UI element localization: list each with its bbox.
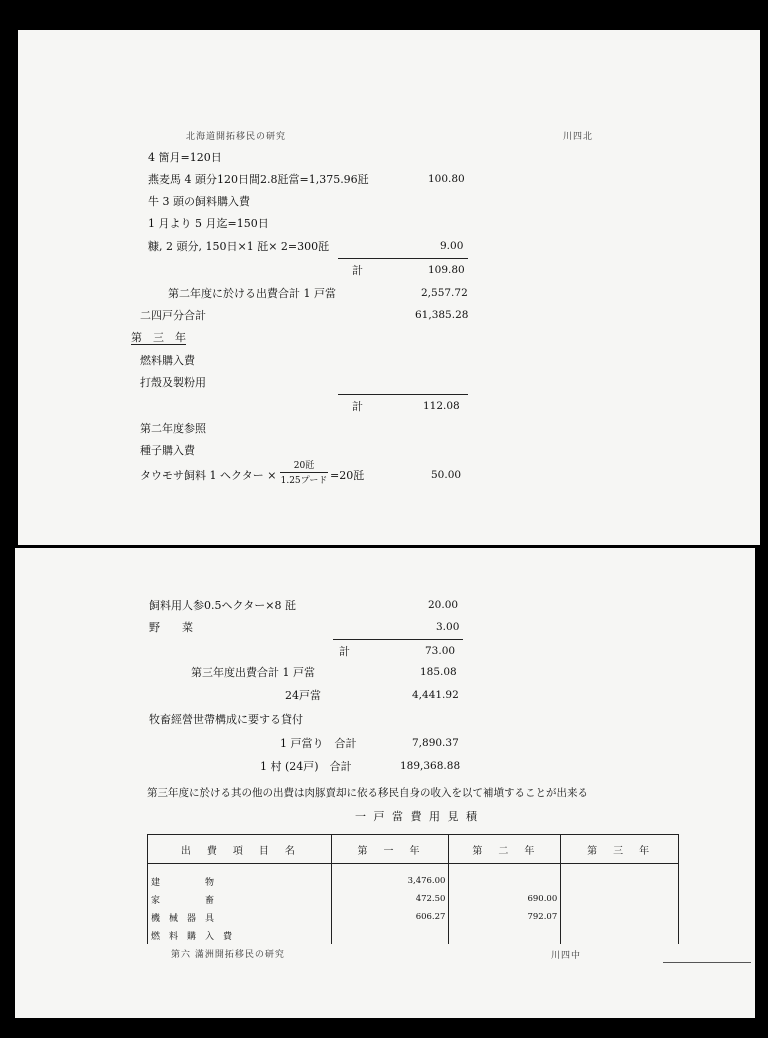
row-label: 建 物 xyxy=(148,864,332,891)
line-value: 4,441.92 xyxy=(412,689,459,701)
line-value: 100.80 xyxy=(428,173,465,185)
column-header: 第 二 年 xyxy=(449,835,561,864)
row-label: 機 械 器 具 xyxy=(148,908,332,926)
sum-value: 112.08 xyxy=(423,400,460,412)
running-header-left: 北海道開拓移民の研究 xyxy=(186,132,287,142)
sum-rule xyxy=(338,394,468,395)
table-row xyxy=(148,890,679,908)
fraction-numerator: 20瓩 xyxy=(280,462,328,473)
table-cell: 792.07 xyxy=(449,908,561,926)
line-value: 2,557.72 xyxy=(421,287,468,299)
line-label: 第二年度参照 xyxy=(140,422,206,435)
table-cell: 690.00 xyxy=(449,890,561,908)
line-label: 二四戸分合計 xyxy=(140,309,206,322)
row-label: 家 畜 xyxy=(148,890,332,908)
section-heading: 第 三 年 xyxy=(131,331,186,344)
line-label: 1 月より 5 月迄=150日 xyxy=(148,217,269,230)
line-label: 飼料用人参0.5ヘクター×8 瓩 xyxy=(149,599,296,612)
table-row xyxy=(148,864,679,891)
sum-label: 計 xyxy=(339,645,350,658)
table-cell xyxy=(561,890,679,908)
table-cell: 472.50 xyxy=(331,890,449,908)
table-row xyxy=(148,926,679,944)
line-value: 3.00 xyxy=(436,621,460,633)
line-value: 189,368.88 xyxy=(400,760,461,772)
fraction-denominator: 1.25プード xyxy=(280,476,328,486)
table-header-row xyxy=(148,835,679,864)
sum-value: 109.80 xyxy=(428,264,465,276)
sum-label: 計 xyxy=(352,264,363,277)
fraction-result: =20瓩 xyxy=(330,469,365,482)
sum-label: 計 xyxy=(352,400,363,413)
running-header-right: 川四北 xyxy=(563,132,594,142)
line-label: 1 村 (24戸) 合計 xyxy=(260,760,352,773)
line-label: 4 箇月=120日 xyxy=(148,151,222,164)
line-label: 燕麦馬 4 頭分120日間2.8瓩當=1,375.96瓩 xyxy=(148,173,369,186)
line-label: 牛 3 頭の飼料購入費 xyxy=(148,195,250,208)
table-cell: 3,476.00 xyxy=(331,864,449,891)
footer-rule xyxy=(663,962,751,963)
running-footer-left: 第六 滿洲開拓移民の研究 xyxy=(171,950,285,960)
sum-rule xyxy=(333,639,463,640)
table-cell xyxy=(331,926,449,944)
upper-page xyxy=(18,30,760,545)
table-cell xyxy=(561,908,679,926)
sum-rule xyxy=(338,258,468,259)
column-header: 第 一 年 xyxy=(331,835,449,864)
sum-value: 73.00 xyxy=(425,645,456,657)
line-label: 糠, 2 頭分, 150日×1 瓩× 2=300瓩 xyxy=(148,240,330,253)
line-label: 打殼及製粉用 xyxy=(140,376,206,389)
line-value: 50.00 xyxy=(431,469,462,481)
running-footer-right: 川四中 xyxy=(551,951,582,961)
line-label: 燃料購入費 xyxy=(140,354,195,367)
line-label: 第三年度出費合計 1 戸當 xyxy=(191,666,315,679)
row-label: 燃 料 購 入 費 xyxy=(148,926,332,944)
line-value: 185.08 xyxy=(420,666,457,678)
column-header: 第 三 年 xyxy=(561,835,679,864)
note-text: 第三年度に於ける其の他の出費は肉豚賣却に依る移民自身の收入を以て補塡することが出来る xyxy=(147,787,588,799)
line-label: 種子購入費 xyxy=(140,444,195,457)
lower-page xyxy=(15,548,755,1018)
table-title: 一 戸 當 費 用 見 積 xyxy=(355,810,479,823)
table-row xyxy=(148,908,679,926)
line-value: 9.00 xyxy=(440,240,464,252)
line-label: 牧畜經營世帶構成に要する貸付 xyxy=(149,713,303,726)
line-label: 1 戸當り 合計 xyxy=(280,737,357,750)
line-label: タウモサ飼料 1 ヘクター × xyxy=(140,469,277,482)
table-cell xyxy=(561,926,679,944)
table-cell xyxy=(561,864,679,891)
cost-estimate-table xyxy=(147,834,679,944)
line-value: 61,385.28 xyxy=(415,309,469,321)
line-value: 7,890.37 xyxy=(412,737,459,749)
table-cell xyxy=(449,926,561,944)
line-value: 20.00 xyxy=(428,599,459,611)
table-cell xyxy=(449,864,561,891)
line-label: 第二年度に於ける出費合計 1 戸當 xyxy=(168,287,336,300)
line-label: 24戸當 xyxy=(285,689,321,702)
line-label: 野 菜 xyxy=(149,621,193,634)
table-cell: 606.27 xyxy=(331,908,449,926)
column-header: 出 費 項 目 名 xyxy=(148,835,332,864)
